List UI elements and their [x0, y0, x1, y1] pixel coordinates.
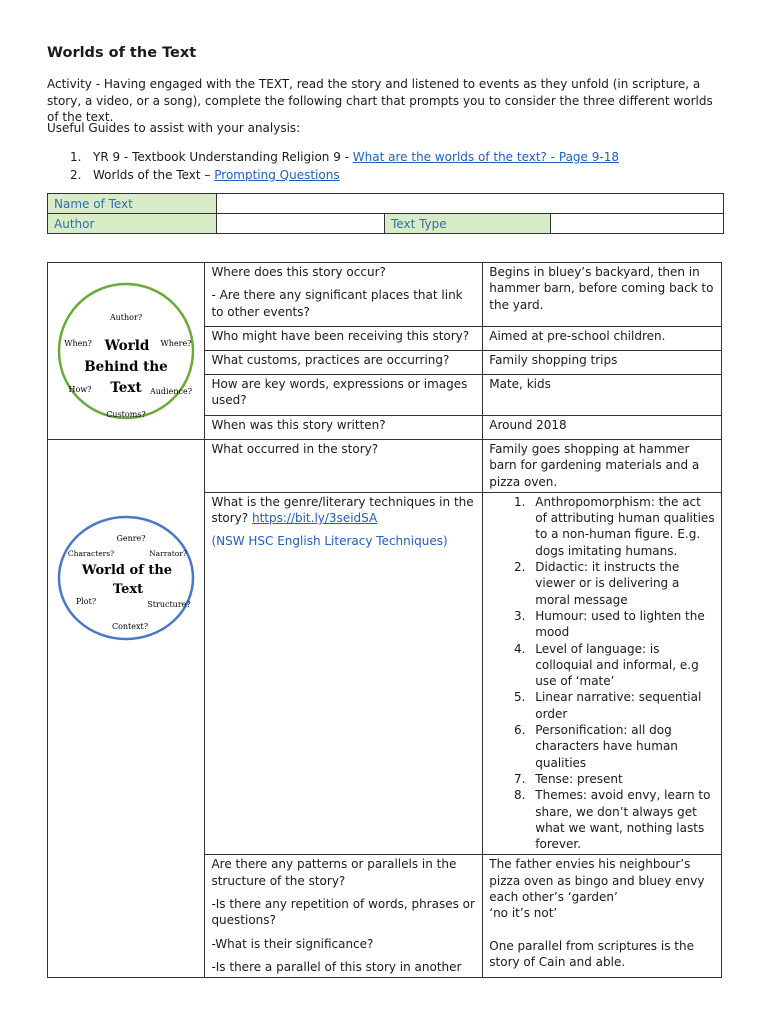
- plot-prompt: Plot?: [76, 597, 97, 606]
- answer-cell[interactable]: Family goes shopping at hammer barn for gardening materials and a pizza oven.: [483, 440, 722, 493]
- context-prompt: Context?: [112, 622, 149, 631]
- circle-title-line3: Text: [110, 380, 142, 396]
- answer-cell[interactable]: Aimed at pre-school children.: [483, 327, 722, 351]
- list-item: [47, 148, 619, 166]
- list-item: [47, 166, 619, 184]
- list-item: 2. Didactic: it instructs the viewer or is delivering a moral message: [529, 559, 715, 608]
- answer-cell[interactable]: The father envies his neighbour’s pizza oven as bingo and bluey envy each other’s ‘garden’ ‘no it’s not’ One parallel from scriptures is the story of Cain and able.: [483, 855, 722, 978]
- question-cell: Are there any patterns or parallels in the structure of the story? -Is there any repetition of words, phrases or questions? -What is their significance? -Is there a parallel of this story in another: [205, 855, 483, 978]
- list-item: 8. Themes: avoid envy, learn to share, we don’t always get what we want, nothing lasts forever.: [529, 787, 715, 852]
- author-prompt: Author?: [110, 313, 143, 322]
- question-cell: How are key words, expressions or images used?: [205, 375, 483, 416]
- answer-cell[interactable]: [483, 492, 722, 855]
- techniques-link[interactable]: https://bit.ly/3seidSA: [251, 511, 378, 526]
- question-cell: When was this story written?: [205, 416, 483, 440]
- circle-title-line2: Behind the: [84, 359, 168, 375]
- question-cell: Where does this story occur? - Are there any significant places that link to other events?: [205, 263, 483, 327]
- guide-link-textbook[interactable]: What are the worlds of the text? - Page 9-18: [352, 150, 619, 164]
- guide-text: Worlds of the Text – Prompting Questions: [93, 168, 340, 182]
- question-cell: What occurred in the story?: [205, 440, 483, 493]
- world-of-text-cell: [48, 440, 205, 978]
- techniques-note: (NSW HSC English Literacy Techniques): [211, 534, 448, 549]
- structure-prompt: Structure?: [147, 600, 191, 609]
- name-of-text-field[interactable]: [217, 194, 724, 214]
- circle-title-line2: Text: [113, 582, 144, 597]
- where-prompt: Where?: [160, 339, 192, 348]
- name-of-text-label: Name of Text: [48, 194, 217, 214]
- page-title: Worlds of the Text: [47, 45, 197, 61]
- characters-prompt: Characters?: [68, 549, 115, 558]
- list-item: 4. Level of language: is colloquial and informal, e.g use of ‘mate’: [529, 641, 715, 690]
- genre-prompt: Genre?: [116, 534, 146, 543]
- worlds-table: [47, 262, 722, 978]
- list-item: 7. Tense: present: [529, 771, 715, 787]
- customs-prompt: Customs?: [106, 410, 146, 419]
- narrator-prompt: Narrator?: [149, 549, 188, 558]
- answer-cell[interactable]: Begins in bluey’s backyard, then in hammer barn, before coming back to the yard.: [483, 263, 722, 327]
- guides-intro: Useful Guides to assist with your analysis:: [47, 121, 301, 135]
- text-type-field[interactable]: [551, 214, 724, 234]
- question-cell: Who might have been receiving this story?: [205, 327, 483, 351]
- text-type-label: Text Type: [385, 214, 551, 234]
- guide-link-prompting[interactable]: Prompting Questions: [214, 168, 340, 182]
- list-item: 1. Anthropomorphism: the act of attributing human qualities to a non-human figure. E.g. dogs imitating humans.: [529, 494, 715, 559]
- when-prompt: When?: [64, 339, 92, 348]
- list-item: 5. Linear narrative: sequential order: [529, 689, 715, 722]
- world-behind-text-cell: [48, 263, 205, 440]
- author-field[interactable]: [217, 214, 385, 234]
- author-label: Author: [48, 214, 217, 234]
- world-behind-text-diagram: [52, 280, 200, 422]
- audience-prompt: Audience?: [150, 387, 193, 396]
- list-number: 1.: [70, 150, 82, 164]
- activity-paragraph: Activity - Having engaged with the TEXT, read the story and listened to events as they unfold (in scripture, a story, a video, or a song), complete the following chart that prompts you to consider the three different worlds of the text.: [47, 77, 713, 124]
- list-number: 2.: [70, 168, 82, 182]
- circle-title-line1: World: [104, 338, 150, 354]
- how-prompt: How?: [68, 385, 92, 394]
- techniques-list: [489, 494, 715, 853]
- list-item: 6. Personification: all dog characters have human qualities: [529, 722, 715, 771]
- list-item: 3. Humour: used to lighten the mood: [529, 608, 715, 641]
- answer-cell[interactable]: Around 2018: [483, 416, 722, 440]
- text-info-table: [47, 193, 724, 234]
- guides-list: [47, 148, 619, 184]
- guide-text: YR 9 - Textbook Understanding Religion 9 - What are the worlds of the text? - Page 9-18: [93, 150, 619, 164]
- world-of-text-diagram: [52, 514, 200, 642]
- question-cell: What is the genre/literary techniques in the story? https://bit.ly/3seidSA (NSW HSC English Literacy Techniques): [205, 492, 483, 855]
- answer-cell[interactable]: Mate, kids: [483, 375, 722, 416]
- question-cell: What customs, practices are occurring?: [205, 351, 483, 375]
- circle-title-line1: World of the: [82, 563, 173, 578]
- answer-cell[interactable]: Family shopping trips: [483, 351, 722, 375]
